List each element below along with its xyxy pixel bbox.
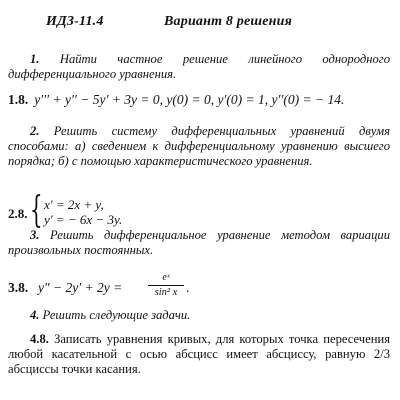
task-2-number: 2. <box>30 124 40 138</box>
fraction-denominator: sin² x <box>154 287 178 298</box>
assignment-title: ИДЗ-11.4 <box>46 14 104 29</box>
task-3-text: Решить дифференциальное уравнение методом вариации произвольных постоянных. <box>8 228 390 257</box>
variant-title: Вариант 8 решения <box>164 14 293 29</box>
task-3-number: 3. <box>30 228 40 242</box>
task-1-number: 1. <box>30 52 40 66</box>
equation-1-8 <box>8 92 344 108</box>
equation-1-8-body: y′′′ + y′′ − 5y′ + 3y = 0, y(0) = 0, y′(0) = 1, y′′(0) = − 14. <box>34 92 345 107</box>
task-4-text: Решить следующие задачи. <box>42 308 191 322</box>
task-3 <box>8 228 390 258</box>
equation-1-8-label: 1.8. <box>8 92 29 107</box>
task-2 <box>8 124 390 169</box>
system-brace: { <box>30 190 43 231</box>
task-1 <box>8 52 390 82</box>
task-1-text: Найти частное решение линейного однородного дифференциального уравнения. <box>8 52 390 81</box>
equation-2-8-line2: y′ = − 6x − 3y. <box>44 212 123 227</box>
task-4-8 <box>8 332 390 377</box>
equation-3-8-end: . <box>186 280 190 295</box>
task-4-number: 4. <box>30 308 40 322</box>
fraction-numerator: eˣ <box>162 272 170 283</box>
equation-2-8-line1: x′ = 2x + y, <box>44 197 104 212</box>
page-header <box>46 14 293 30</box>
equation-2-8-label: 2.8. <box>8 206 28 221</box>
fraction-bar <box>148 285 184 286</box>
equation-3-8-lhs: y″ − 2y′ + 2y = <box>38 280 123 295</box>
equation-3-8-label: 3.8. <box>8 280 29 295</box>
task-4-8-text: Записать уравнения кривых, для которых точка пересечения любой касательной с осью абсцисс имеет абсциссу, равную 2/3 абсциссы точки касания. <box>8 332 390 376</box>
task-4-8-number: 4.8. <box>30 332 49 346</box>
task-2-text: Решить систему дифференциальных уравнений двумя способами: а) сведением к дифференциальному уравнению высшего порядка; б) с помощью характеристического уравнения. <box>8 124 390 168</box>
task-4 <box>8 308 390 323</box>
equation-3-8-fraction <box>148 272 184 299</box>
